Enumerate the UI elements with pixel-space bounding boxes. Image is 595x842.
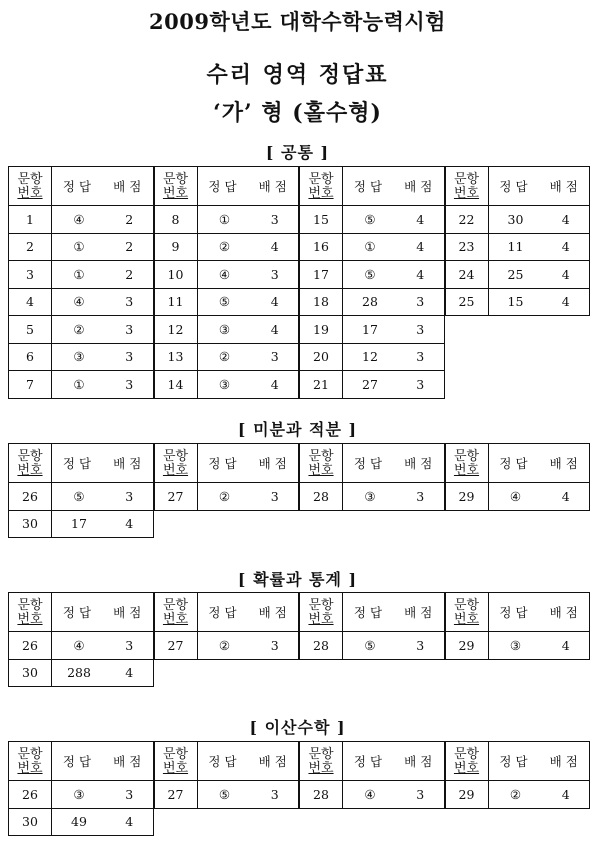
question-number: 28	[300, 781, 343, 808]
answer-value: ⑤	[364, 211, 376, 227]
header-number-line1: 문항	[17, 448, 43, 464]
question-number: 29	[446, 632, 489, 659]
answer-value: ③	[73, 786, 85, 802]
header-number-line1: 문항	[162, 448, 189, 464]
answer-row	[9, 370, 153, 398]
header-row	[300, 593, 444, 631]
point-value: 4	[416, 239, 425, 255]
answer-row	[9, 780, 153, 808]
header-number-line2: 번호	[308, 185, 334, 201]
answer-row	[446, 631, 590, 659]
answer-group	[445, 592, 591, 660]
header-answer: 정답	[499, 456, 532, 471]
header-number-line2: 번호	[453, 760, 480, 776]
header-number-line1: 문항	[162, 746, 189, 762]
question-number: 28	[300, 632, 343, 659]
header-answer: 정답	[208, 605, 241, 620]
header-number-line2: 번호	[17, 760, 43, 776]
answer-row	[155, 315, 299, 343]
point-value: 4	[561, 294, 570, 310]
header-points: 배점	[404, 456, 437, 471]
point-value: 4	[416, 211, 425, 227]
point-value: 3	[416, 321, 425, 337]
section-title: [ 공통 ]	[265, 143, 330, 162]
header-answer: 정답	[353, 179, 387, 194]
header-number-line1: 문항	[453, 448, 480, 464]
question-number: 17	[300, 261, 343, 288]
header-number-line1: 문항	[453, 171, 480, 187]
point-value: 3	[270, 488, 279, 504]
answer-value: ④	[73, 211, 85, 227]
header-row	[155, 444, 299, 482]
header-points: 배점	[549, 754, 582, 769]
header-row	[155, 593, 299, 631]
question-number: 13	[155, 344, 198, 371]
header-number-line2: 번호	[17, 185, 43, 201]
answer-group	[8, 166, 154, 399]
answer-value: 28	[362, 294, 378, 310]
header-number	[300, 742, 343, 780]
point-value: 3	[125, 376, 134, 392]
question-number: 26	[9, 632, 52, 659]
header-answer: 정답	[62, 754, 96, 769]
header-number	[446, 593, 489, 631]
question-number: 5	[9, 316, 52, 343]
question-number: 19	[300, 316, 343, 343]
header-number	[9, 593, 52, 631]
answer-row	[300, 780, 444, 808]
answer-value: ②	[73, 321, 85, 337]
header-points: 배점	[549, 456, 582, 471]
answer-value: ③	[218, 376, 231, 392]
point-value: 4	[270, 376, 279, 392]
header-answer: 정답	[208, 754, 241, 769]
header-number-line2: 번호	[17, 611, 43, 627]
header-number-line1: 문항	[308, 448, 334, 464]
answer-row	[300, 631, 444, 659]
point-value: 3	[270, 266, 279, 282]
header-number-line2: 번호	[162, 185, 189, 201]
header-number-line1: 문항	[453, 746, 480, 762]
header-points: 배점	[258, 754, 291, 769]
answer-row	[300, 260, 444, 288]
answer-row	[155, 260, 299, 288]
header-number-line1: 문항	[308, 746, 334, 762]
header-points: 배점	[113, 605, 146, 620]
section-title: [ 확률과 통계 ]	[237, 570, 358, 589]
point-value: 3	[416, 637, 425, 653]
answer-value: ④	[73, 294, 85, 310]
answer-row	[446, 780, 590, 808]
question-number: 7	[9, 371, 52, 398]
header-points: 배점	[113, 754, 146, 769]
point-value: 4	[561, 786, 570, 802]
answer-group	[8, 443, 154, 538]
header-answer: 정답	[208, 179, 241, 194]
header-answer: 정답	[62, 456, 96, 471]
header-number-line2: 번호	[453, 611, 480, 627]
header-row	[9, 593, 153, 631]
answer-value: ④	[73, 637, 85, 653]
header-answer: 정답	[353, 456, 387, 471]
answer-row	[300, 370, 444, 398]
question-number: 2	[9, 234, 52, 261]
header-answer: 정답	[62, 179, 96, 194]
answer-value: 15	[507, 294, 524, 310]
answer-row	[155, 370, 299, 398]
point-value: 3	[125, 321, 134, 337]
answer-value: ②	[218, 349, 231, 365]
point-value: 4	[561, 239, 570, 255]
point-value: 3	[416, 294, 425, 310]
header-number-line2: 번호	[453, 462, 480, 478]
point-value: 4	[270, 239, 279, 255]
point-value: 3	[416, 376, 425, 392]
header-row	[9, 742, 153, 780]
answer-value: ②	[509, 786, 522, 802]
answer-row	[9, 260, 153, 288]
answer-row	[300, 482, 444, 510]
answer-value: 288	[67, 665, 91, 681]
answer-group	[445, 166, 591, 316]
question-number: 9	[155, 234, 198, 261]
answer-value: ⑤	[73, 488, 85, 504]
header-number	[300, 444, 343, 482]
header-points: 배점	[549, 179, 582, 194]
point-value: 3	[416, 349, 425, 365]
answer-row	[446, 205, 590, 233]
question-number: 25	[446, 289, 489, 316]
question-number: 14	[155, 371, 198, 398]
header-number	[9, 167, 52, 205]
header-points: 배점	[113, 456, 146, 471]
answer-row	[446, 260, 590, 288]
header-answer: 정답	[499, 179, 532, 194]
answer-group	[154, 592, 300, 660]
answer-row	[155, 482, 299, 510]
header-number	[155, 742, 198, 780]
answer-group	[299, 592, 445, 660]
answer-value: ②	[218, 637, 231, 653]
header-number	[300, 167, 343, 205]
answer-row	[446, 288, 590, 316]
answer-value: 25	[507, 266, 524, 282]
answer-value: ④	[509, 488, 522, 504]
question-number: 3	[9, 261, 52, 288]
question-number: 24	[446, 261, 489, 288]
question-number: 22	[446, 206, 489, 233]
answer-row	[300, 288, 444, 316]
question-number: 28	[300, 483, 343, 510]
point-value: 2	[125, 211, 134, 227]
answer-value: 17	[362, 321, 378, 337]
header-number-line1: 문항	[308, 171, 334, 187]
header-points: 배점	[258, 456, 291, 471]
header-answer: 정답	[499, 605, 532, 620]
header-answer: 정답	[353, 605, 387, 620]
question-number: 16	[300, 234, 343, 261]
header-number-line2: 번호	[162, 760, 189, 776]
question-number: 12	[155, 316, 198, 343]
header-row	[446, 444, 590, 482]
answer-group	[154, 443, 300, 511]
header-answer: 정답	[208, 456, 241, 471]
header-answer: 정답	[353, 754, 387, 769]
answer-row	[9, 482, 153, 510]
header-row	[9, 167, 153, 205]
answer-group	[445, 741, 591, 809]
header-row	[446, 167, 590, 205]
answer-row	[446, 482, 590, 510]
answer-row	[9, 510, 153, 538]
question-number: 27	[155, 781, 198, 808]
answer-row	[300, 233, 444, 261]
point-value: 3	[125, 349, 134, 365]
header-number	[9, 742, 52, 780]
header-points: 배점	[404, 605, 437, 620]
header-number-line1: 문항	[17, 171, 43, 187]
header-number-line1: 문항	[17, 746, 43, 762]
question-number: 23	[446, 234, 489, 261]
point-value: 4	[270, 321, 279, 337]
question-number: 29	[446, 483, 489, 510]
point-value: 3	[270, 637, 279, 653]
answer-group	[8, 592, 154, 687]
answer-value: 11	[507, 239, 524, 255]
page-title: 2009학년도 대학수학능력시험	[149, 9, 446, 34]
header-number	[155, 167, 198, 205]
question-number: 30	[9, 809, 52, 836]
question-number: 8	[155, 206, 198, 233]
answer-value: 49	[71, 814, 87, 830]
answer-row	[9, 343, 153, 371]
point-value: 3	[416, 786, 425, 802]
header-number-line1: 문항	[308, 597, 334, 613]
header-row	[446, 742, 590, 780]
answer-row	[9, 205, 153, 233]
header-number-line2: 번호	[308, 760, 334, 776]
answer-row	[155, 205, 299, 233]
header-points: 배점	[404, 754, 437, 769]
point-value: 4	[561, 211, 570, 227]
answer-value: ⑤	[218, 294, 231, 310]
answer-row	[155, 780, 299, 808]
answer-row	[9, 233, 153, 261]
answer-group	[299, 443, 445, 511]
answer-row	[446, 233, 590, 261]
answer-value: ①	[218, 211, 231, 227]
header-number	[446, 444, 489, 482]
question-number: 15	[300, 206, 343, 233]
header-row	[446, 593, 590, 631]
page-subtitle: 수리 영역 정답표	[206, 62, 389, 88]
point-value: 4	[125, 516, 134, 532]
header-number-line1: 문항	[162, 597, 189, 613]
question-number: 20	[300, 344, 343, 371]
answer-row	[155, 288, 299, 316]
answer-row	[155, 631, 299, 659]
header-number-line2: 번호	[308, 611, 334, 627]
header-number-line1: 문항	[17, 597, 43, 613]
header-row	[155, 742, 299, 780]
answer-group	[8, 741, 154, 836]
point-value: 4	[125, 814, 134, 830]
answer-value: ③	[73, 349, 85, 365]
answer-value: ①	[73, 376, 85, 392]
question-number: 29	[446, 781, 489, 808]
answer-row	[300, 343, 444, 371]
answer-value: ⑤	[364, 637, 376, 653]
point-value: 3	[125, 786, 134, 802]
answer-value: 30	[507, 211, 524, 227]
header-points: 배점	[549, 605, 582, 620]
point-value: 4	[561, 637, 570, 653]
answer-value: ②	[218, 488, 231, 504]
header-points: 배점	[404, 179, 437, 194]
header-number	[155, 444, 198, 482]
question-number: 11	[155, 289, 198, 316]
point-value: 3	[125, 488, 134, 504]
question-number: 27	[155, 483, 198, 510]
answer-value: ①	[364, 239, 376, 255]
point-value: 4	[270, 294, 279, 310]
header-points: 배점	[258, 605, 291, 620]
header-points: 배점	[258, 179, 291, 194]
header-number-line1: 문항	[162, 171, 189, 187]
header-number-line2: 번호	[308, 462, 334, 478]
answer-value: ①	[73, 239, 85, 255]
question-number: 21	[300, 371, 343, 398]
header-row	[155, 167, 299, 205]
answer-value: ④	[364, 786, 376, 802]
point-value: 2	[125, 266, 134, 282]
answer-group	[445, 443, 591, 511]
header-row	[300, 742, 444, 780]
header-number-line2: 번호	[17, 462, 43, 478]
exam-type-label: ‘가’ 형 (홀수형)	[213, 100, 382, 126]
point-value: 3	[125, 294, 134, 310]
point-value: 3	[270, 786, 279, 802]
header-answer: 정답	[62, 605, 96, 620]
question-number: 1	[9, 206, 52, 233]
answer-row	[9, 808, 153, 836]
answer-row	[300, 205, 444, 233]
answer-group	[299, 166, 445, 399]
point-value: 3	[270, 211, 279, 227]
answer-row	[300, 315, 444, 343]
answer-value: ①	[73, 266, 85, 282]
section-title: [ 이산수학 ]	[249, 718, 346, 737]
header-number	[300, 593, 343, 631]
point-value: 2	[125, 239, 134, 255]
header-points: 배점	[113, 179, 146, 194]
point-value: 4	[561, 488, 570, 504]
point-value: 3	[416, 488, 425, 504]
header-number-line2: 번호	[162, 462, 189, 478]
answer-row	[9, 288, 153, 316]
header-answer: 정답	[499, 754, 532, 769]
question-number: 30	[9, 660, 52, 687]
question-number: 30	[9, 511, 52, 538]
header-number-line1: 문항	[453, 597, 480, 613]
answer-value: ②	[218, 239, 231, 255]
header-row	[9, 444, 153, 482]
question-number: 27	[155, 632, 198, 659]
header-row	[300, 444, 444, 482]
answer-value: ③	[218, 321, 231, 337]
point-value: 3	[270, 349, 279, 365]
answer-row	[155, 343, 299, 371]
answer-row	[9, 631, 153, 659]
header-number-line2: 번호	[162, 611, 189, 627]
answer-group	[154, 741, 300, 809]
header-number	[446, 742, 489, 780]
answer-value: ③	[364, 488, 376, 504]
answer-value: 27	[362, 376, 378, 392]
question-number: 4	[9, 289, 52, 316]
point-value: 3	[125, 637, 134, 653]
answer-row	[9, 315, 153, 343]
header-number-line2: 번호	[453, 185, 480, 201]
answer-row	[9, 659, 153, 687]
point-value: 4	[561, 266, 570, 282]
question-number: 26	[9, 781, 52, 808]
answer-group	[299, 741, 445, 809]
point-value: 4	[416, 266, 425, 282]
question-number: 10	[155, 261, 198, 288]
question-number: 18	[300, 289, 343, 316]
answer-group	[154, 166, 300, 399]
question-number: 26	[9, 483, 52, 510]
answer-value: ④	[218, 266, 231, 282]
header-number	[446, 167, 489, 205]
answer-value: 12	[362, 349, 378, 365]
header-number	[155, 593, 198, 631]
answer-value: ⑤	[364, 266, 376, 282]
header-row	[300, 167, 444, 205]
question-number: 6	[9, 344, 52, 371]
section-title: [ 미분과 적분 ]	[237, 420, 358, 439]
point-value: 4	[125, 665, 134, 681]
answer-value: 17	[71, 516, 87, 532]
header-number	[9, 444, 52, 482]
answer-value: ③	[509, 637, 522, 653]
answer-value: ⑤	[218, 786, 231, 802]
answer-row	[155, 233, 299, 261]
